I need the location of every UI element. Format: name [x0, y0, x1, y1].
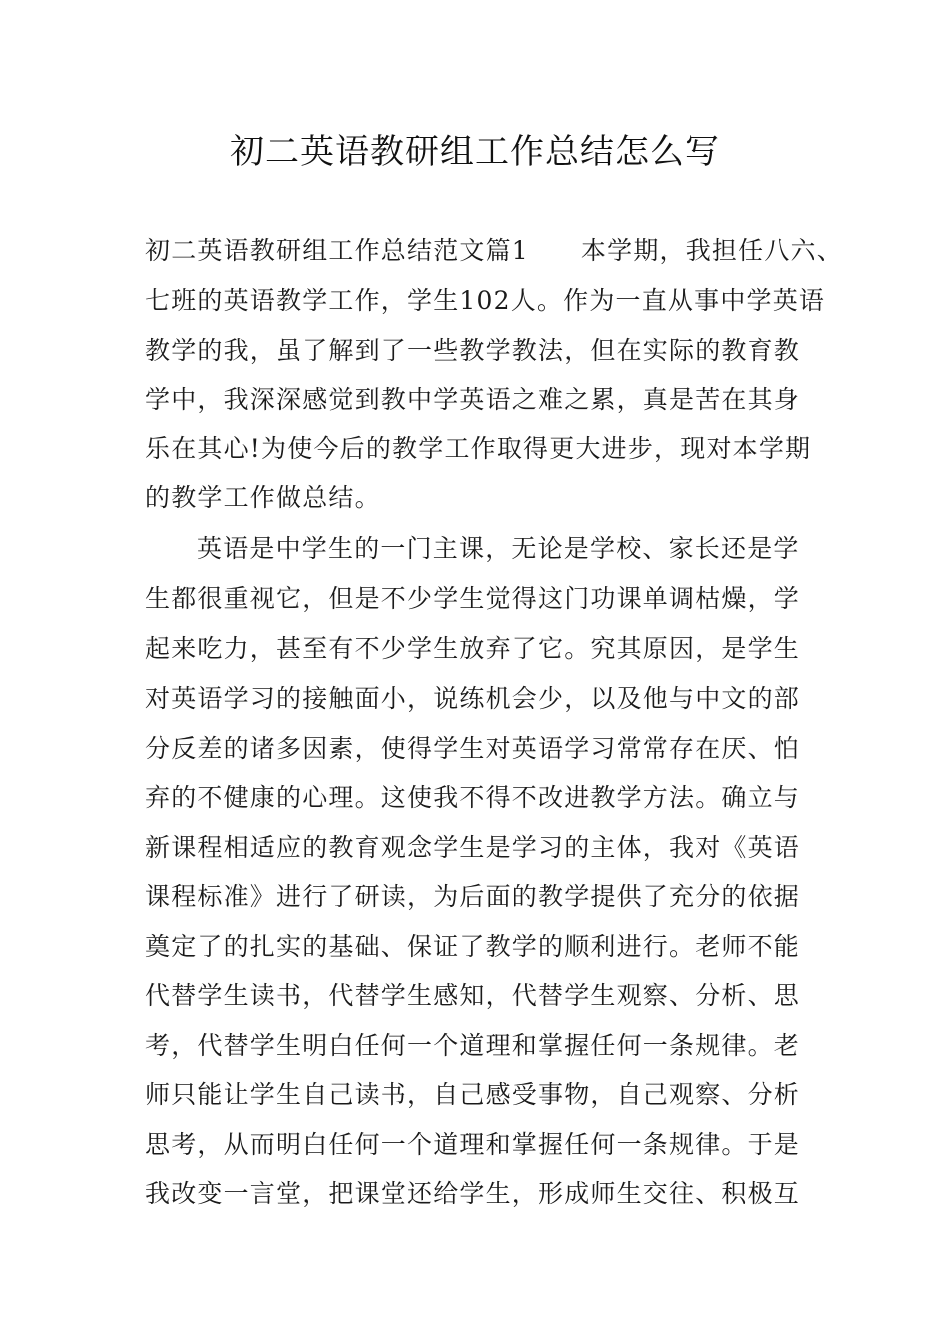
paragraph-line: 分反差的诸多因素，使得学生对英语学习常常存在厌、怕	[145, 734, 801, 763]
paragraph-line: 弃的不健康的心理。这使我不得不改进教学方法。确立与	[145, 783, 801, 812]
paragraph-line: 思考，从而明白任何一个道理和掌握任何一条规律。于是	[145, 1130, 801, 1159]
section-heading: 初二英语教研组工作总结范文篇1	[145, 236, 529, 265]
document-title: 初二英语教研组工作总结怎么写	[230, 132, 720, 172]
paragraph-line: 教学的我，虽了解到了一些教学教法，但在实际的教育教	[145, 336, 801, 365]
paragraph-line: 奠定了的扎实的基础、保证了教学的顺利进行。老师不能	[145, 932, 801, 961]
paragraph-line: 考，代替学生明白任何一个道理和掌握任何一条规律。老	[145, 1031, 801, 1060]
paragraph-line: 起来吃力，甚至有不少学生放弃了它。究其原因，是学生	[145, 634, 801, 663]
paragraph-line: 代替学生读书，代替学生感知，代替学生观察、分析、思	[145, 981, 801, 1010]
paragraph-line: 我改变一言堂，把课堂还给学生，形成师生交往、积极互	[145, 1179, 801, 1208]
paragraph-line: 师只能让学生自己读书，自己感受事物，自己观察、分析	[145, 1080, 801, 1109]
paragraph-line: 学中，我深深感觉到教中学英语之难之累，真是苦在其身	[145, 385, 801, 414]
paragraph-line: 生都很重视它，但是不少学生觉得这门功课单调枯燥，学	[145, 584, 801, 613]
paragraph-line: 七班的英语教学工作，学生102人。作为一直从事中学英语	[145, 286, 826, 315]
paragraph-line	[145, 236, 843, 266]
paragraph-line-text: 本学期，我担任八六、	[580, 236, 843, 265]
paragraph-line: 课程标准》进行了研读，为后面的教学提供了充分的依据	[145, 882, 801, 911]
paragraph-line: 乐在其心!为使今后的教学工作取得更大进步，现对本学期	[145, 434, 812, 463]
paragraph-line: 新课程相适应的教育观念学生是学习的主体，我对《英语	[145, 833, 801, 862]
paragraph-line: 的教学工作做总结。	[145, 483, 381, 512]
paragraph-line: 对英语学习的接触面小，说练机会少，以及他与中文的部	[145, 684, 801, 713]
paragraph-line: 英语是中学生的一门主课，无论是学校、家长还是学	[197, 534, 800, 563]
